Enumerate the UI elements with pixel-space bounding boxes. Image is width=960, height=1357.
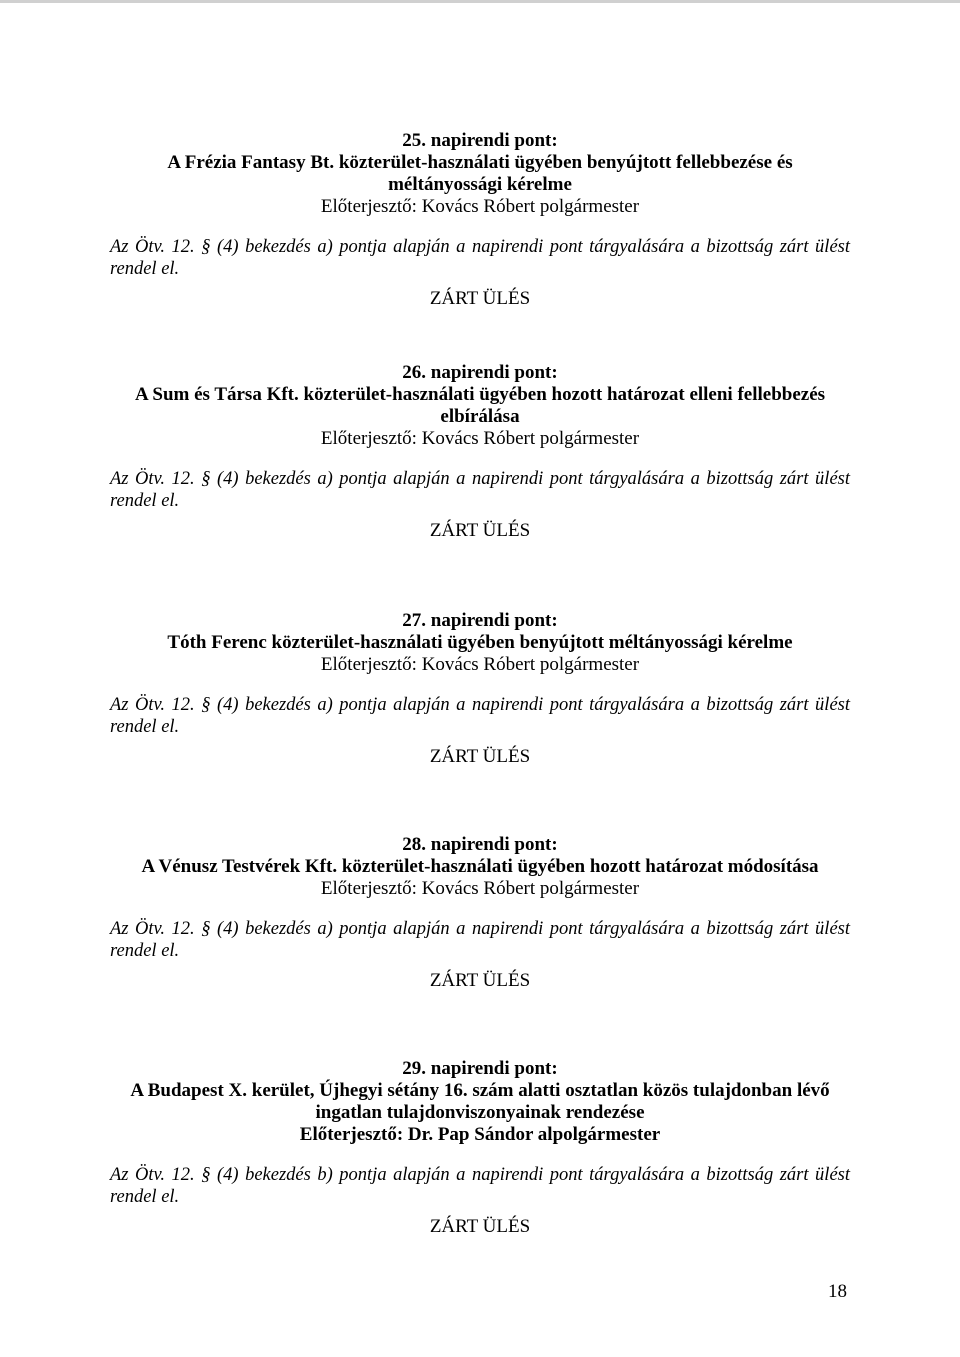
agenda-heading (110, 834, 850, 900)
page-number: 18 (828, 1281, 847, 1302)
agenda-presenter: Előterjesztő: Dr. Pap Sándor alpolgármester (299, 1124, 661, 1145)
closed-session-label: ZÁRT ÜLÉS (429, 1216, 531, 1237)
agenda-presenter: Előterjesztő: Kovács Róbert polgármester (320, 196, 640, 217)
scan-edge (0, 0, 960, 3)
closed-session-label: ZÁRT ÜLÉS (429, 970, 531, 991)
agenda-item-29 (110, 1058, 850, 1238)
agenda-presenter: Előterjesztő: Kovács Róbert polgármester (320, 878, 640, 899)
agenda-title-line: A Vénusz Testvérek Kft. közterület-használati ügyében hozott határozat módosítása (141, 856, 819, 877)
agenda-item-27 (110, 610, 850, 768)
agenda-presenter: Előterjesztő: Kovács Róbert polgármester (320, 654, 640, 675)
agenda-heading (110, 610, 850, 676)
agenda-number: 28. napirendi pont: (402, 834, 558, 855)
agenda-title-line: ingatlan tulajdonviszonyainak rendezése (315, 1102, 645, 1123)
agenda-title-line: elbírálása (440, 406, 520, 427)
agenda-item-28 (110, 834, 850, 992)
agenda-presenter: Előterjesztő: Kovács Róbert polgármester (320, 428, 640, 449)
agenda-title-line: A Budapest X. kerület, Újhegyi sétány 16. szám alatti osztatlan közös tulajdonban lévő (130, 1080, 830, 1101)
agenda-note: Az Ötv. 12. § (4) bekezdés a) pontja alapján a napirendi pont tárgyalására a bizottság zárt ülést rendel el. (110, 919, 850, 961)
closed-session-label: ZÁRT ÜLÉS (429, 288, 531, 309)
agenda-heading (110, 1058, 850, 1146)
agenda-number: 29. napirendi pont: (402, 1058, 558, 1079)
agenda-note: Az Ötv. 12. § (4) bekezdés a) pontja alapján a napirendi pont tárgyalására a bizottság zárt ülést rendel el. (110, 469, 850, 511)
agenda-item-25 (110, 130, 850, 310)
agenda-item-26 (110, 362, 850, 542)
agenda-title-line: méltányossági kérelme (388, 174, 572, 195)
agenda-note: Az Ötv. 12. § (4) bekezdés b) pontja alapján a napirendi pont tárgyalására a bizottság zárt ülést rendel el. (110, 1165, 850, 1207)
agenda-title-line: A Sum és Társa Kft. közterület-használati ügyében hozott határozat elleni fellebbezés (134, 384, 826, 405)
closed-session-label: ZÁRT ÜLÉS (429, 520, 531, 541)
closed-session-label: ZÁRT ÜLÉS (429, 746, 531, 767)
agenda-title-line: Tóth Ferenc közterület-használati ügyében benyújtott méltányossági kérelme (167, 632, 793, 653)
agenda-number: 25. napirendi pont: (402, 130, 558, 151)
agenda-heading (110, 362, 850, 450)
agenda-heading (110, 130, 850, 218)
agenda-title-line: A Frézia Fantasy Bt. közterület-használati ügyében benyújtott fellebbezése és (167, 152, 793, 173)
agenda-note: Az Ötv. 12. § (4) bekezdés a) pontja alapján a napirendi pont tárgyalására a bizottság zárt ülést rendel el. (110, 695, 850, 737)
agenda-number: 26. napirendi pont: (402, 362, 558, 383)
agenda-number: 27. napirendi pont: (402, 610, 558, 631)
agenda-note: Az Ötv. 12. § (4) bekezdés a) pontja alapján a napirendi pont tárgyalására a bizottság zárt ülést rendel el. (110, 237, 850, 279)
